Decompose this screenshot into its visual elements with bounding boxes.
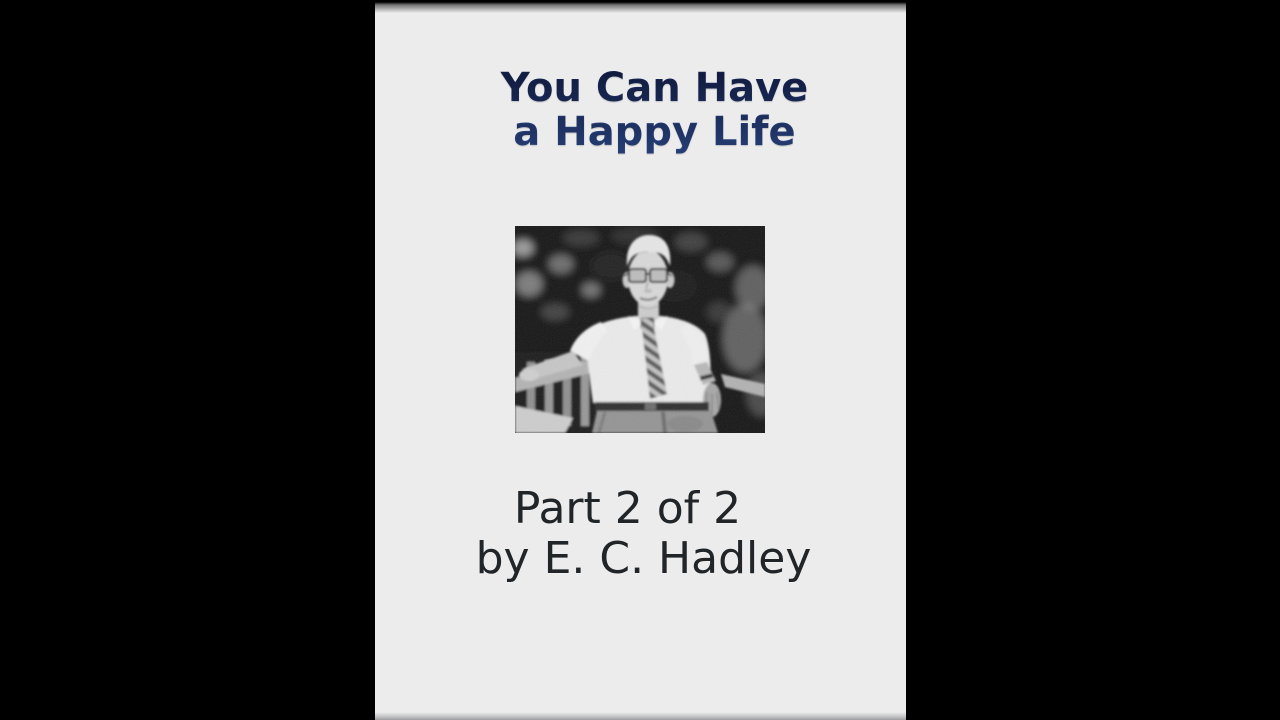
bottom-edge-shadow <box>375 712 906 720</box>
portrait-photo-svg <box>515 226 765 433</box>
page-title <box>389 0 920 154</box>
portrait-photo <box>515 226 765 433</box>
title-line-1: You Can Have <box>500 65 809 111</box>
title-line-2: a Happy Life <box>513 109 796 155</box>
pillarbox-left <box>0 0 375 720</box>
subtitle-line-1: Part 2 of 2 <box>513 483 742 534</box>
title-card <box>375 0 906 720</box>
subtitle <box>375 484 906 584</box>
pillarbox-right <box>906 0 1280 720</box>
grain-overlay <box>515 226 765 433</box>
subtitle-line-2: by E. C. Hadley <box>475 533 812 584</box>
